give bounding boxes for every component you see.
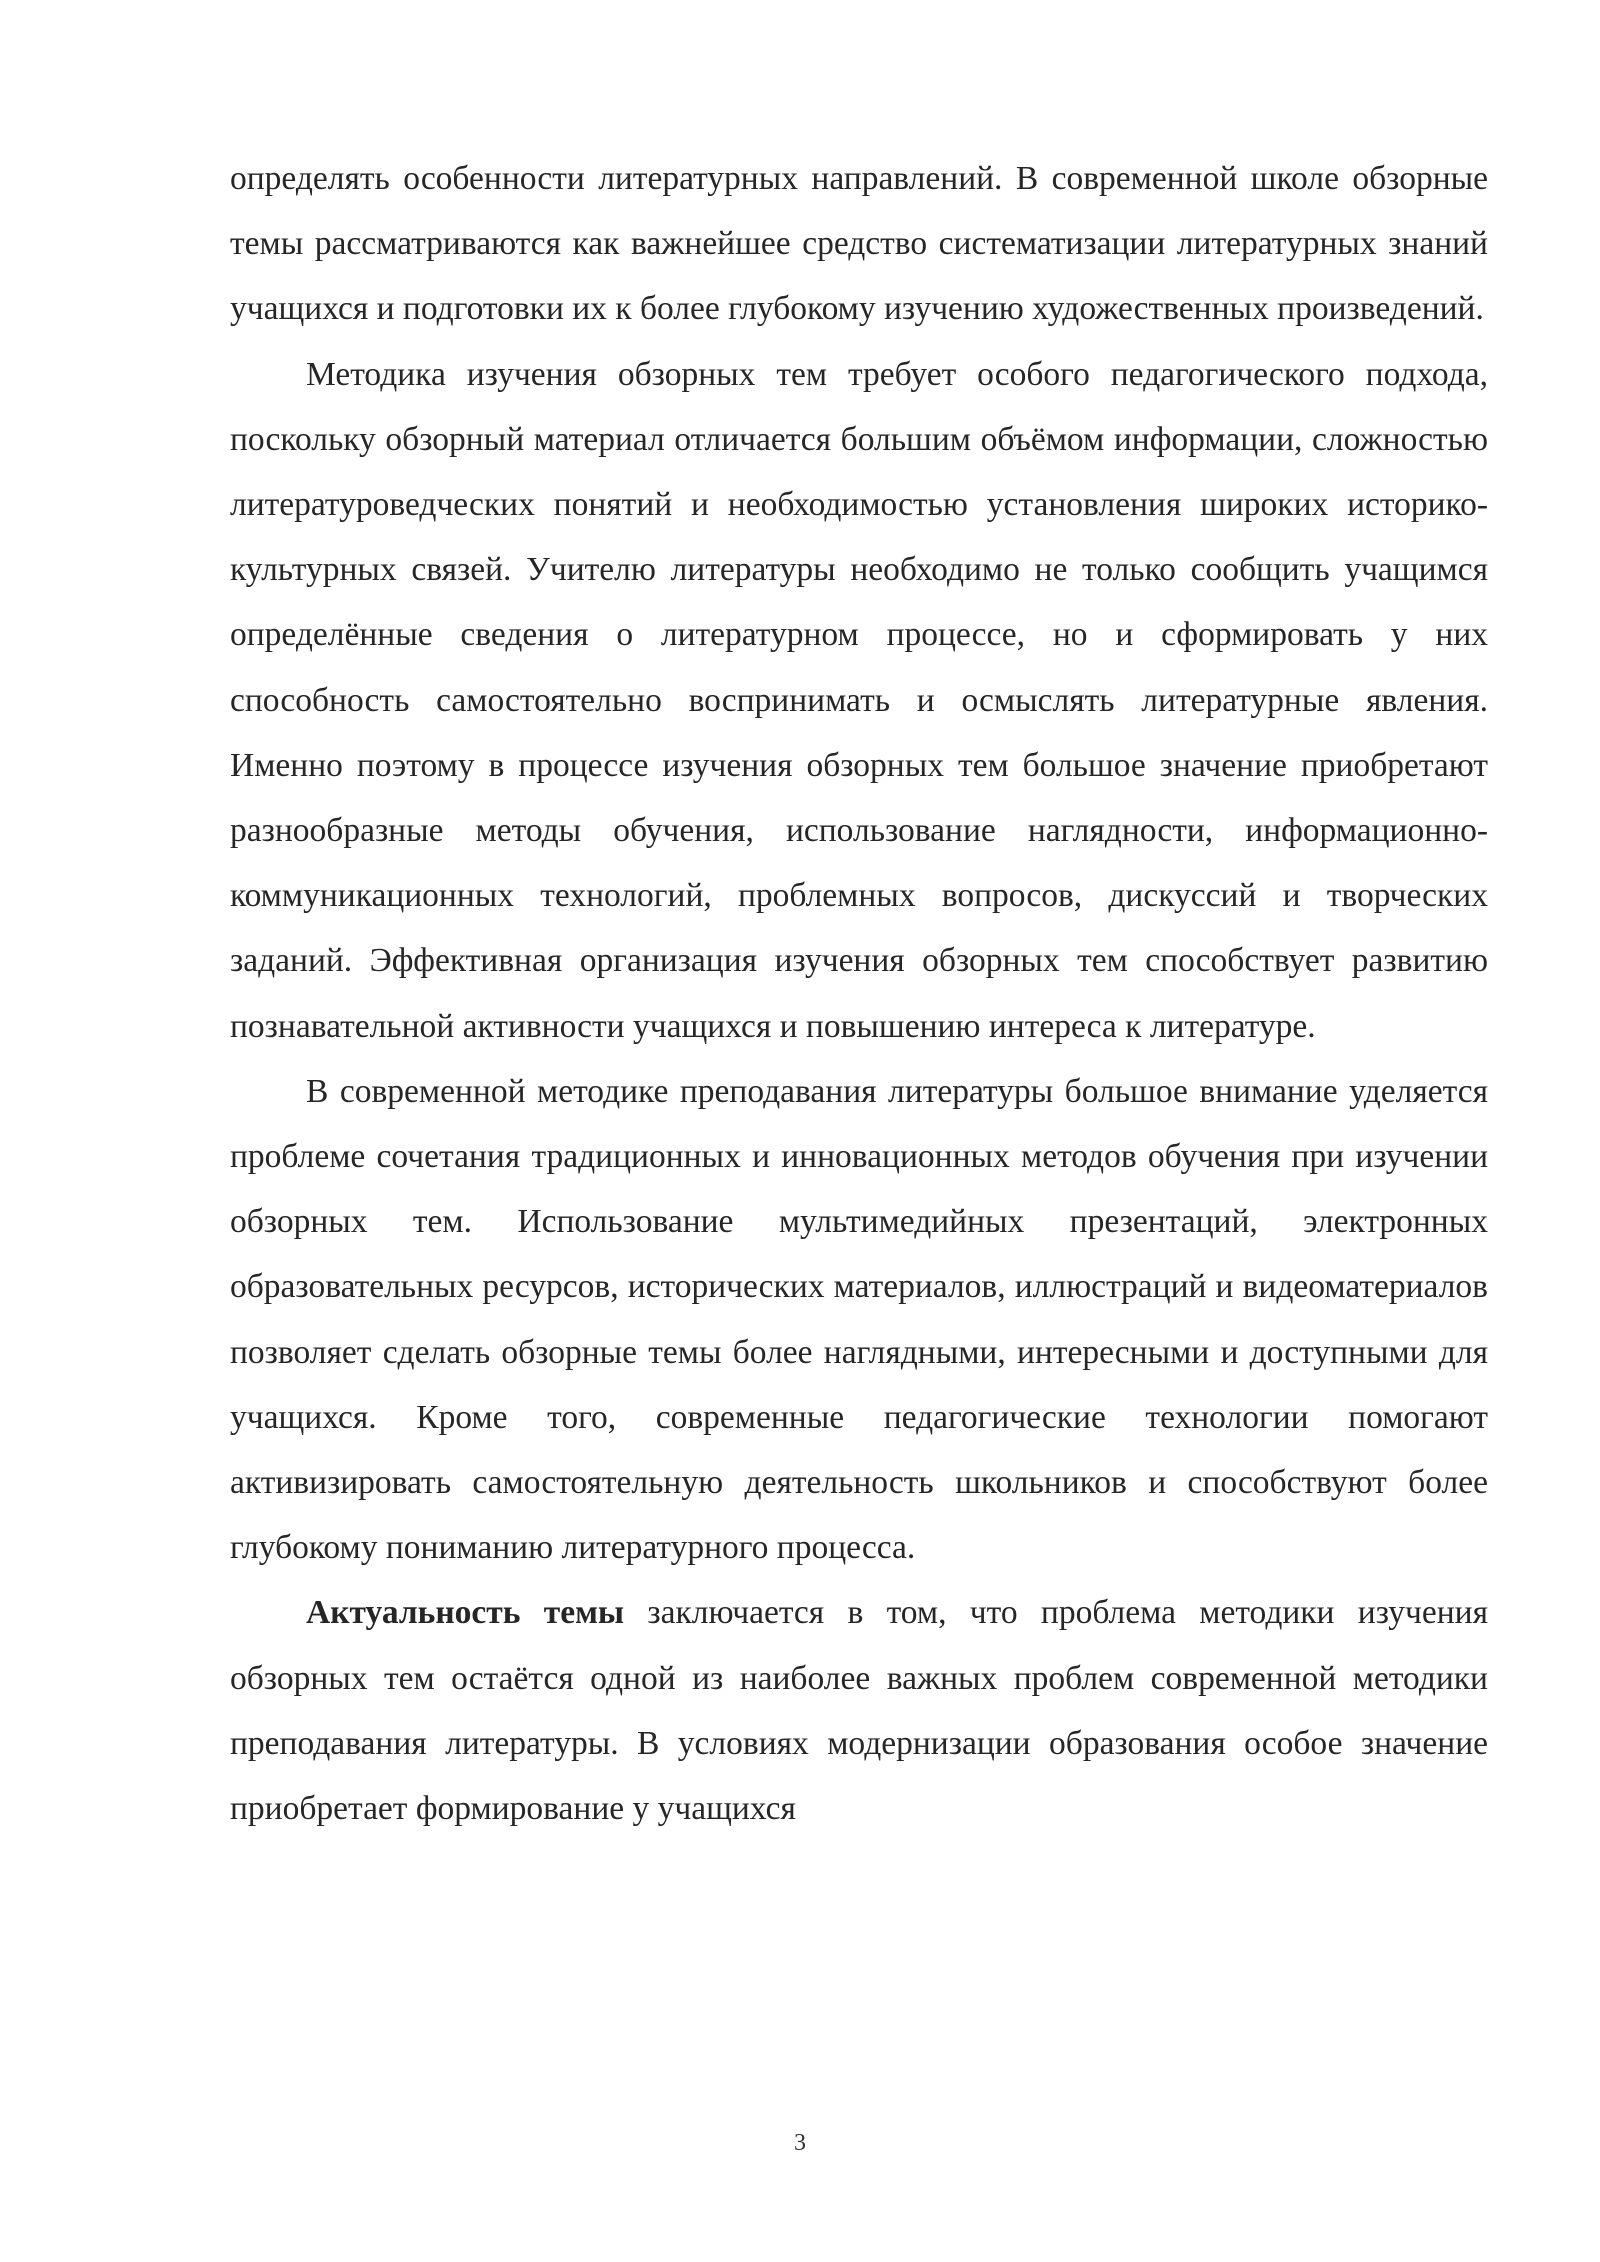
paragraph-3: В современной методике преподавания литературы большое внимание уделяется проблеме сочетания традиционных и инновационных методов обучения при изучении обзорных тем. Использование мультимедийных презентаций, электронных образовательных ресурсов, исторических материалов, иллюстраций и видеоматериалов позволяет сделать обзорные темы более наглядными, интересными и доступными для учащихся. Кроме того, современные педагогические технологии помогают активизировать самостоятельную деятельность школьников и способствуют более глубокому пониманию литературного процесса. xyxy=(230,1072,1488,1567)
relevance-heading: Актуальность темы xyxy=(306,1594,625,1632)
paragraph-4-text: заключается в том, что проблема методики изучения обзорных тем остаётся одной из наиболее важных проблем современной методики преподавания литературы. В условиях модернизации образования особое значение приобретает формирование у учащихся xyxy=(230,1594,1488,1828)
paragraph-1: определять особенности литературных направлений. В современной школе обзорные темы рассматриваются как важнейшее средство систематизации литературных знаний учащихся и подготовки их к более глубокому изучению художественных произведений. xyxy=(230,160,1488,328)
page-number: 3 xyxy=(794,2130,806,2156)
paragraph-4 xyxy=(230,1580,1488,1841)
paragraph-2: Методика изучения обзорных тем требует особого педагогического подхода, поскольку обзорный материал отличается большим объёмом информации, сложностью литературоведческих понятий и необходимостью установления широких историко-культурных связей. Учителю литературы необходимо не только сообщить учащимся определённые сведения о литературном процессе, но и сформировать у них способность самостоятельно воспринимать и осмыслять литературные явления. Именно поэтому в процессе изучения обзорных тем большое значение приобретают разнообразные методы обучения, использование наглядности, информационно-коммуникационных технологий, проблемных вопросов, дискуссий и творческих заданий. Эффективная организация изучения обзорных тем способствует развитию познавательной активности учащихся и повышению интереса к литературе. xyxy=(230,355,1488,1045)
body-text xyxy=(230,146,1488,1841)
